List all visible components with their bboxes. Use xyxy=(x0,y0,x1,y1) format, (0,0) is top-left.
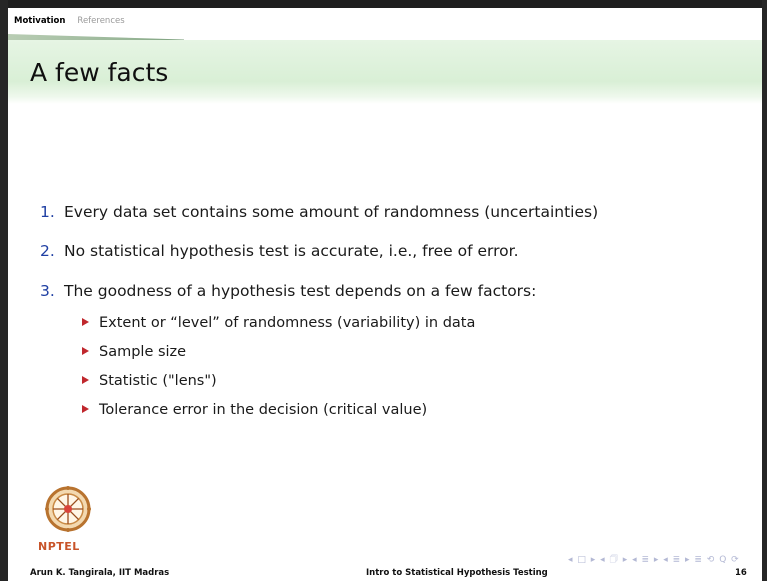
title-band xyxy=(8,40,762,104)
sub-list-text: Sample size xyxy=(99,344,187,360)
list-number: 1. xyxy=(40,203,55,221)
screen-frame-top xyxy=(0,0,767,8)
nptel-logo-label: NPTEL xyxy=(38,540,80,553)
sub-list-item xyxy=(82,315,475,331)
nav-section-references[interactable]: References xyxy=(77,16,125,26)
sub-list-text: Tolerance error in the decision (critical value) xyxy=(99,402,428,418)
list-text: The goodness of a hypothesis test depends on a few factors: xyxy=(64,282,537,300)
list-number: 3. xyxy=(40,282,55,300)
sub-list-item xyxy=(82,402,427,418)
slide-footer xyxy=(8,566,762,581)
nav-section-motivation[interactable]: Motivation xyxy=(14,16,66,26)
list-item xyxy=(40,242,519,260)
sub-list-item xyxy=(82,373,217,389)
bullet-triangle-icon xyxy=(82,405,89,413)
footer-author: Arun K. Tangirala, IIT Madras xyxy=(30,568,170,578)
bullet-triangle-icon xyxy=(82,347,89,355)
sub-list-text: Extent or “level” of randomness (variability) in data xyxy=(99,315,476,331)
bullet-triangle-icon xyxy=(82,376,89,384)
slide-title: A few facts xyxy=(30,58,169,87)
footer-title: Intro to Statistical Hypothesis Testing xyxy=(366,568,548,578)
list-text: No statistical hypothesis test is accurate, i.e., free of error. xyxy=(64,242,519,260)
bullet-triangle-icon xyxy=(82,318,89,326)
list-number: 2. xyxy=(40,242,55,260)
screen-frame-right xyxy=(762,0,767,581)
page-number: 16 xyxy=(735,568,747,578)
sub-list-text: Statistic ("lens") xyxy=(99,373,217,389)
section-navbar xyxy=(8,8,762,34)
list-item xyxy=(40,282,536,300)
list-item xyxy=(40,203,598,221)
screen-frame-left xyxy=(0,0,8,581)
beamer-navigation-controls[interactable]: ◂ □ ▸ ◂ 🗇 ▸ ◂ ≣ ▸ ◂ ≣ ▸ ≣ ⟲ Q ⟳ xyxy=(568,555,740,565)
sub-list-item xyxy=(82,344,186,360)
list-text: Every data set contains some amount of randomness (uncertainties) xyxy=(64,203,599,221)
